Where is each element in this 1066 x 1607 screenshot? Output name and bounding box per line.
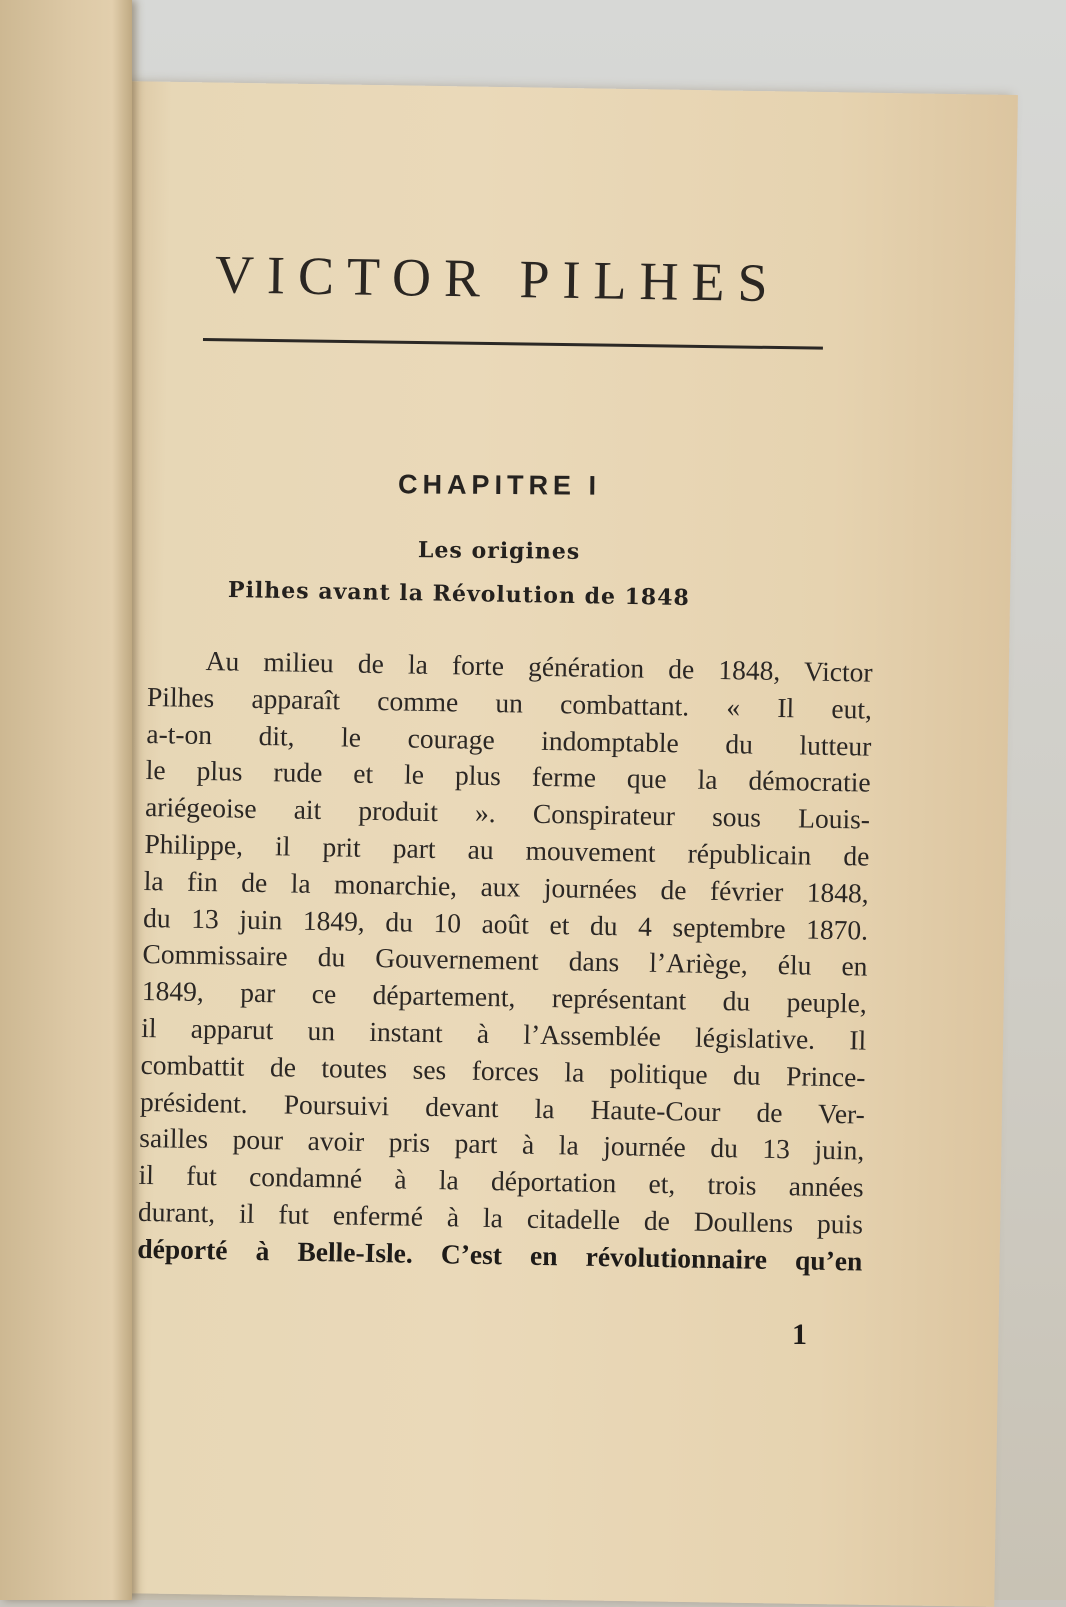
text-line: déporté à Belle-Isle. C’est en révolutionnaire qu’en: [137, 1232, 863, 1277]
page-number: 1: [792, 1318, 807, 1351]
text-line: Pilhes apparaît comme un combattant. « Il eut,: [146, 680, 873, 725]
chapter-subtitle: Les origines: [417, 537, 581, 565]
text-line: combattit de toutes ses forces la politique du Prince-: [140, 1048, 866, 1093]
text-line: il apparut un instant à l’Assemblée législative. Il: [141, 1011, 867, 1056]
text-line: la fin de la monarchie, aux journées de février 1848,: [143, 864, 870, 909]
text-line: du 13 juin 1849, du 10 août et du 4 septembre 1870.: [142, 901, 869, 946]
chapter-heading: CHAPITRE I: [397, 469, 602, 501]
text-line: durant, il fut enfermé à la citadelle de Doullens puis: [137, 1195, 864, 1240]
book-title: VICTOR PILHES: [214, 244, 781, 314]
text-line: le plus rude et le plus ferme que la démocratie: [145, 754, 871, 799]
text-line: a-t-on dit, le courage indomptable du lutteur: [146, 717, 872, 762]
text-line: il fut condamné à la déportation et, trois années: [138, 1159, 864, 1203]
text-line: président. Poursuivi devant la Haute-Cour de Ver-: [139, 1085, 866, 1130]
text-line: Au milieu de la forte génération de 1848, Victor: [205, 645, 873, 688]
text-line: 1849, par ce département, représentant du peuple,: [141, 975, 868, 1019]
text-line: Philippe, il prit part au mouvement républicain de: [144, 827, 870, 872]
text-line: sailles pour avoir pris part à la journée du 13 juin,: [139, 1122, 865, 1166]
text-line: ariégeoise ait produit ». Conspirateur sous Louis-: [144, 791, 871, 835]
text-line: Commissaire du Gouvernement dans l’Ariège, élu en: [142, 938, 868, 982]
chapter-subtitle-secondary: Pilhes avant la Révolution de 1848: [227, 576, 691, 612]
facing-page-edge: [0, 0, 132, 1600]
body-text: [137, 642, 873, 1280]
